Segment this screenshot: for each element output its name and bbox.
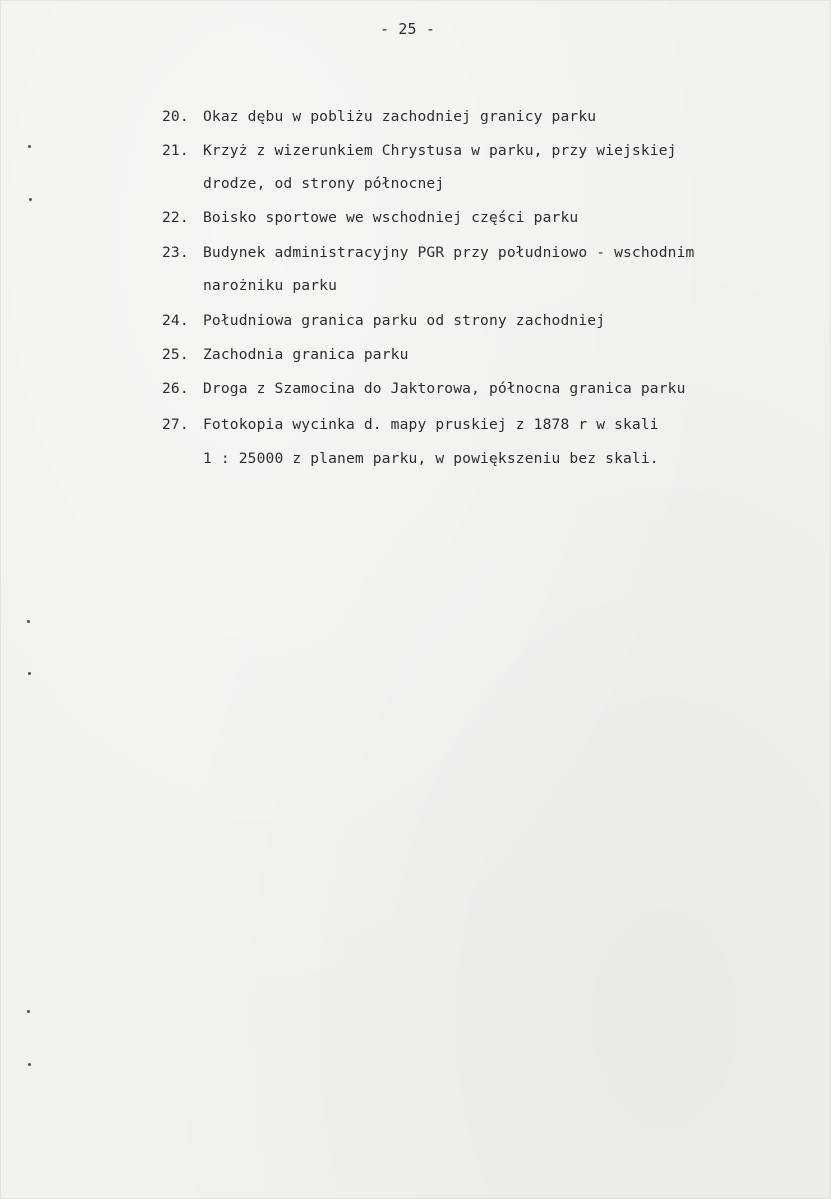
- scan-mark: [28, 145, 31, 148]
- scan-mark: [28, 672, 31, 675]
- entry-number: 22.: [162, 209, 189, 226]
- entry-number: 20.: [162, 108, 189, 125]
- entry-text: Boisko sportowe we wschodniej części parku: [203, 209, 579, 226]
- entry-number: 23.: [162, 244, 189, 261]
- entry-text: Zachodnia granica parku: [203, 346, 409, 363]
- entry-number: 26.: [162, 380, 189, 397]
- scan-mark: [27, 1010, 30, 1013]
- entry-text: Okaz dębu w pobliżu zachodniej granicy parku: [203, 108, 597, 125]
- entry-number: 21.: [162, 142, 189, 159]
- entry-text: Fotokopia wycinka d. mapy pruskiej z 1878 r w skali: [203, 416, 659, 433]
- scan-mark: [29, 198, 32, 201]
- entry-text: Droga z Szamocina do Jaktorowa, północna granica parku: [203, 380, 686, 397]
- entry-number: 25.: [162, 346, 189, 363]
- entry-number: 24.: [162, 312, 189, 329]
- entry-number: 27.: [162, 416, 189, 433]
- entry-text-continuation: drodze, od strony północnej: [203, 175, 445, 192]
- entry-text-continuation: narożniku parku: [203, 277, 338, 294]
- entry-text: Budynek administracyjny PGR przy południowo - wschodnim: [203, 244, 695, 261]
- page-number: - 25 -: [380, 20, 436, 38]
- entry-text-continuation: 1 : 25000 z planem parku, w powiększeniu bez skali.: [203, 450, 659, 467]
- entry-text: Południowa granica parku od strony zachodniej: [203, 312, 606, 329]
- scan-mark: [27, 620, 30, 623]
- scan-mark: [28, 1063, 31, 1066]
- entry-text: Krzyż z wizerunkiem Chrystusa w parku, przy wiejskiej: [203, 142, 677, 159]
